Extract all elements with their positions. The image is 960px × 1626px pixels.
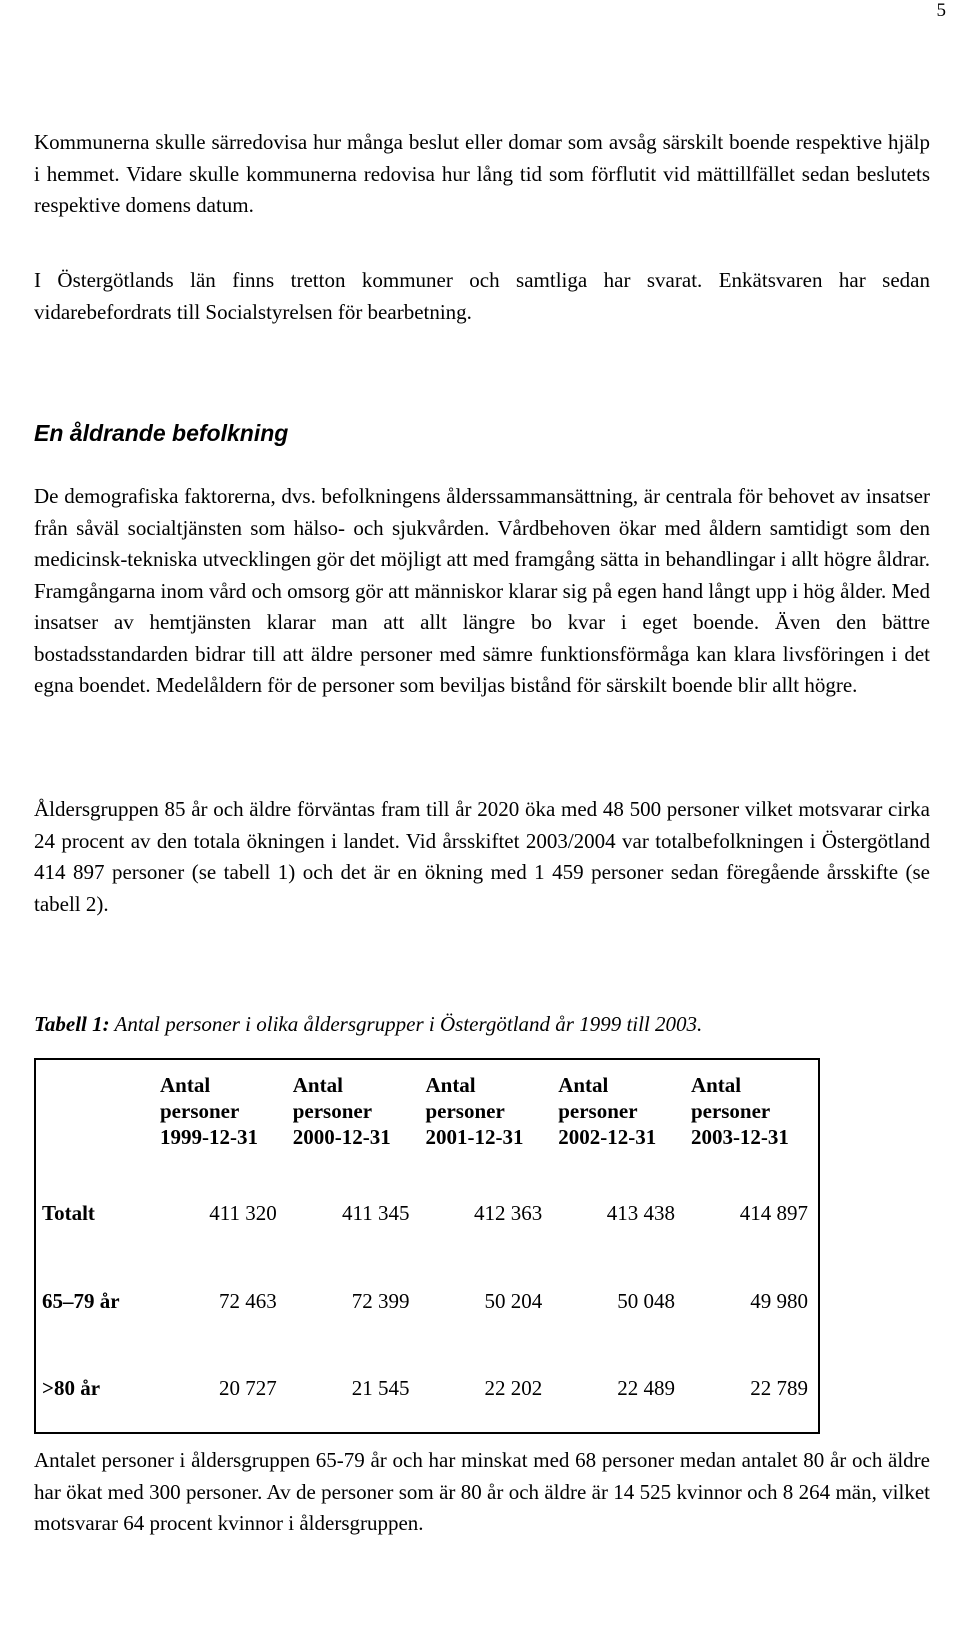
table-header-cell: Antal personer 2001-12-31 bbox=[425, 1073, 524, 1149]
table-header-corner bbox=[35, 1059, 154, 1168]
table-row bbox=[35, 1344, 819, 1433]
table-header-cell: Antal personer 1999-12-31 bbox=[160, 1073, 258, 1149]
table-header-cell: Antal personer 2003-12-31 bbox=[690, 1073, 789, 1149]
table-cell: 21 545 bbox=[351, 1375, 410, 1400]
table-cell: 49 980 bbox=[750, 1288, 808, 1313]
table-cell: 22 789 bbox=[750, 1375, 808, 1400]
table-cell: 72 399 bbox=[351, 1288, 410, 1313]
table-cell: 412 363 bbox=[473, 1200, 543, 1225]
page-number: 5 bbox=[936, 0, 946, 21]
paragraph-age-group-forecast: Åldersgruppen 85 år och äldre förväntas fram till år 2020 öka med 48 500 personer vilket motsvarar cirka 24 procent av den totala ökningen i landet. Vid årsskiftet 2003/2004 var totalbefolkningen i Östergötland 414 897 personer (se tabell 1) och det är en ökning med 1 459 personer sedan föregående årsskifte (se tabell 2). bbox=[34, 797, 930, 916]
table-cell: 22 489 bbox=[617, 1375, 675, 1400]
table-cell: 20 727 bbox=[218, 1375, 277, 1400]
table-cell: 72 463 bbox=[218, 1288, 277, 1313]
table-cell: 50 048 bbox=[617, 1288, 675, 1313]
population-table bbox=[34, 1058, 820, 1434]
table-cell: 411 345 bbox=[341, 1200, 410, 1225]
table-row bbox=[35, 1258, 819, 1344]
table-row-label: >80 år bbox=[42, 1375, 101, 1400]
table-caption bbox=[34, 1012, 702, 1037]
paragraph-age-group-change: Antalet personer i åldersgruppen 65-79 år och har minskat med 68 personer medan antalet 80 år och äldre har ökat med 300 personer. Av de personer som är 80 år och äldre är 14 525 kvinnor och 8 264 män, vilket motsvarar 64 procent kvinnor i åldersgruppen. bbox=[34, 1448, 930, 1535]
paragraph-report-scope: Kommunerna skulle särredovisa hur många beslut eller domar som avsåg särskilt boende respektive hjälp i hemmet. Vidare skulle kommunerna redovisa hur lång tid som förflutit vid mättillfället sedan beslutets respektive domens datum. bbox=[34, 130, 930, 217]
table-cell: 411 320 bbox=[209, 1200, 277, 1225]
table-cell: 22 202 bbox=[484, 1375, 543, 1400]
table-caption-label: Tabell 1: bbox=[34, 1012, 110, 1036]
table-header-row bbox=[35, 1059, 819, 1168]
table-row bbox=[35, 1168, 819, 1258]
section-heading: En åldrande befolkning bbox=[34, 420, 289, 446]
table-cell: 414 897 bbox=[739, 1200, 808, 1225]
table-header-cell: Antal personer 2002-12-31 bbox=[558, 1073, 657, 1149]
table-caption-text: Antal personer i olika åldersgrupper i Östergötland år 1999 till 2003. bbox=[109, 1012, 703, 1036]
paragraph-demographics: De demografiska faktorerna, dvs. befolkningens ålderssammansättning, är centrala för behovet av insatser från såväl socialtjänsten som hälso- och sjukvården. Vårdbehoven ökar med åldern samtidigt som den medicinsk-tekniska utvecklingen gör det möjligt att med framgång sätta in behandlingar i allt högre åldrar. Framgångarna inom vård och omsorg gör att människor klarar sig på egen hand långt upp i hög ålder. Med insatser av hemtjänsten klarar man att allt längre bo kvar i eget boende. Även den bättre bostadsstandarden bidrar till att äldre personer med sämre funktionsförmåga kan klara livsföringen i det egna boendet. Medelåldern för de personer som beviljas bistånd för särskilt boende blir allt högre. bbox=[34, 484, 930, 697]
table-cell: 413 438 bbox=[606, 1200, 675, 1225]
paragraph-survey-response: I Östergötlands län finns tretton kommuner och samtliga har svarat. Enkätsvaren har sedan vidarebefordrats till Socialstyrelsen för bearbetning. bbox=[34, 268, 930, 324]
table-header-cell: Antal personer 2000-12-31 bbox=[292, 1073, 391, 1149]
table-row-label: Totalt bbox=[42, 1200, 95, 1225]
table-cell: 50 204 bbox=[484, 1288, 543, 1313]
table-row-label: 65–79 år bbox=[42, 1289, 120, 1313]
